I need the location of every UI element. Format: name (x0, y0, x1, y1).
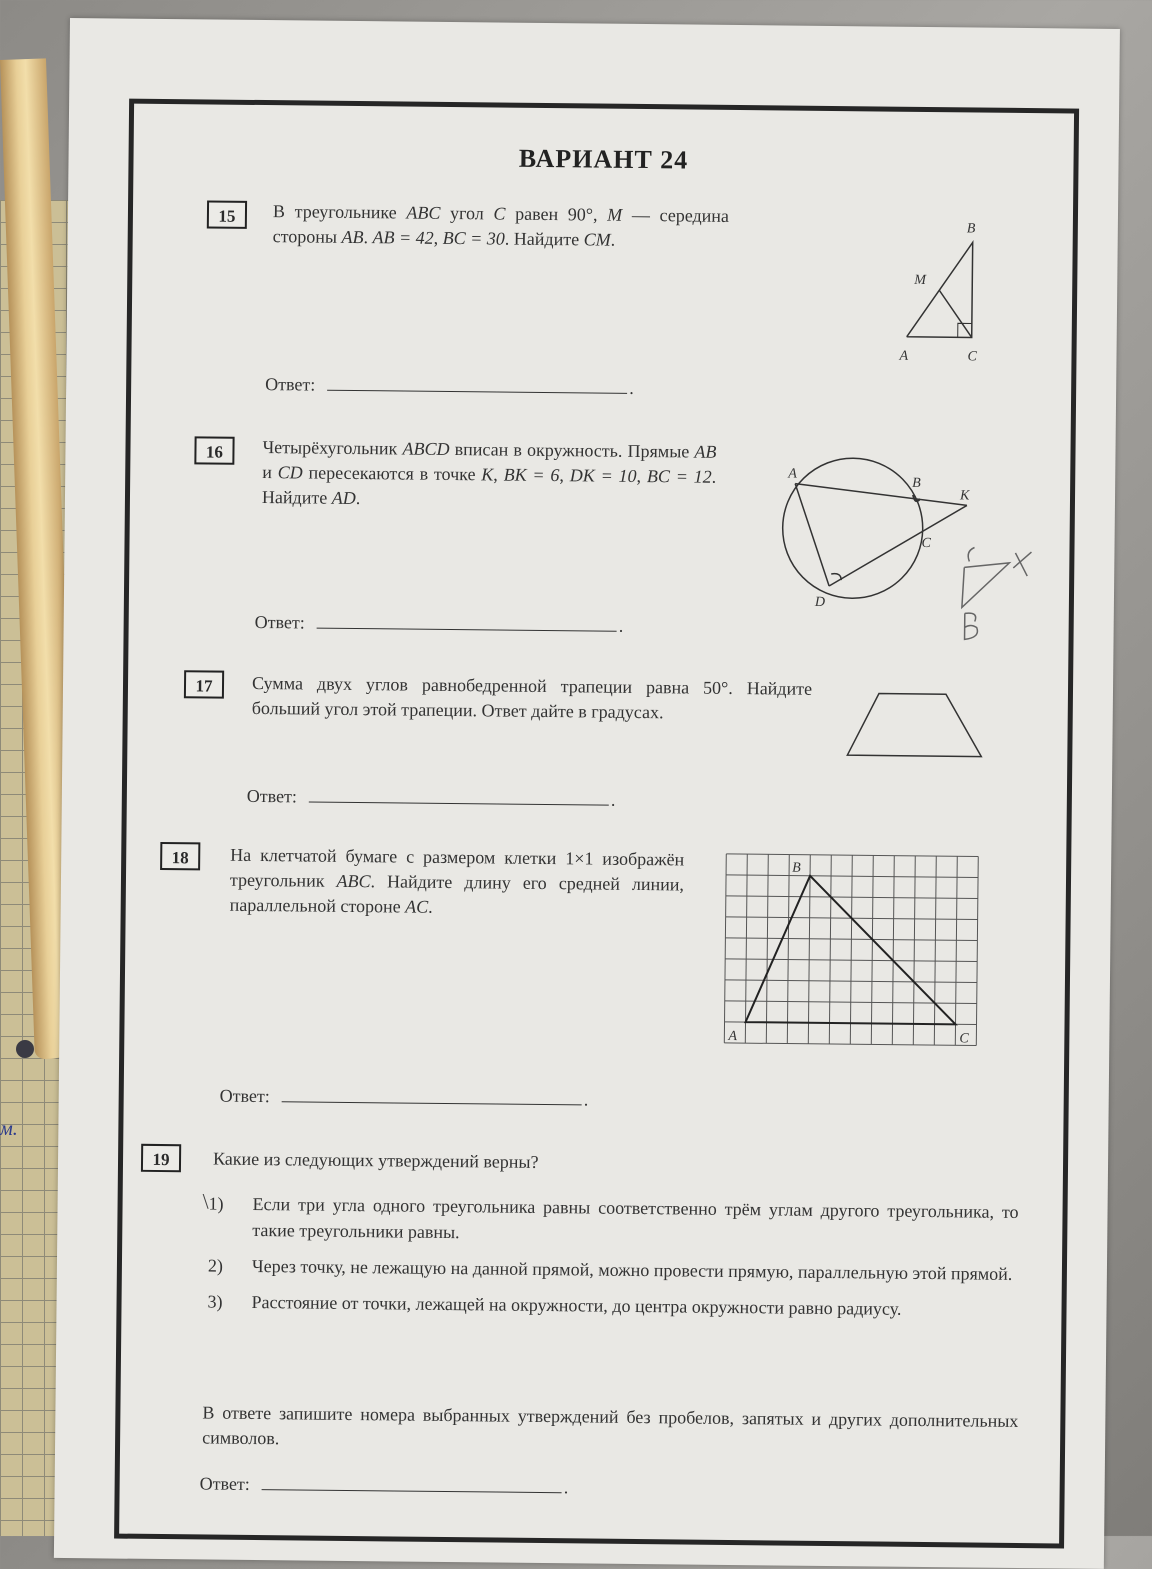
task-number: 15 (207, 200, 247, 228)
svg-text:A: A (728, 1028, 738, 1045)
page-frame (114, 99, 1079, 1549)
task-number: 19 (141, 1144, 181, 1172)
task-question: Какие из следующих утверждений верны? (212, 1148, 539, 1172)
svg-text:M: M (914, 272, 927, 288)
pencil-tip (16, 1040, 34, 1058)
task-text: На клетчатой бумаге с размером клетки 1×1 изображён треугольник ABC. Найдите длину его средней линии, параллельной стороне AC. (229, 844, 685, 917)
svg-text:A: A (899, 348, 909, 363)
task-text: Четырёхугольник ABCD вписан в окружность. Прямые AB и CD пересекаются в точке K, BK = 6, DK = 10, BC = 12. Найдите AD. (261, 437, 717, 509)
task-number: 16 (194, 436, 234, 464)
notebook-scribble: м. (0, 1118, 18, 1140)
svg-text:D: D (814, 594, 826, 610)
svg-text:B: B (912, 475, 921, 491)
answer-field[interactable]: Ответ: . (265, 374, 634, 398)
grid-triangle-figure (720, 850, 982, 1058)
answer-field[interactable]: Ответ: . (219, 1085, 589, 1110)
svg-text:C: C (959, 1031, 969, 1047)
task-number: 17 (184, 670, 224, 698)
statements-list (202, 1188, 1019, 1333)
task-text: В треугольнике ABC угол C равен 90°, M — середина стороны AB. AB = 42, BC = 30. Найдите CM. (272, 201, 730, 250)
trapezoid-figure (845, 687, 996, 774)
answer-instruction: В ответе запишите номера выбранных утверждений без пробелов, запятых и других дополнительных символов. (202, 1402, 1019, 1449)
answer-field[interactable]: Ответ: . (254, 611, 624, 636)
page-title: ВАРИАНТ 24 (518, 143, 689, 175)
statement-3: 3) Расстояние от точки, лежащей на окружности, до центра окружности равно радиусу. (207, 1291, 902, 1319)
svg-text:B: B (792, 860, 801, 876)
inscribed-quadrilateral-figure (768, 445, 1060, 653)
handwritten-mark: \ (202, 1188, 209, 1214)
svg-text:B: B (966, 221, 976, 237)
svg-text:C: C (921, 535, 931, 552)
answer-field[interactable]: Ответ: . (199, 1473, 569, 1498)
right-triangle-figure (891, 212, 1003, 368)
svg-text:A: A (788, 466, 797, 482)
statement-1: \ 1) Если три угла одного треугольника равны соответственно трём углам другого треугольника, то такие треугольники равны. (202, 1188, 1019, 1243)
answer-field[interactable]: Ответ: . (246, 785, 616, 810)
exam-sheet (54, 18, 1120, 1569)
task-text: Сумма двух углов равнобедренной трапеции равна 50°. Найдите больший угол этой трапеции. Ответ дайте в градусах. (251, 672, 813, 723)
task-number: 18 (160, 842, 200, 870)
svg-text:C: C (967, 349, 977, 363)
svg-text:K: K (959, 488, 970, 504)
statement-2: 2) Через точку, не лежащую на данной прямой, можно провести прямую, параллельную этой прямой. (207, 1255, 1013, 1284)
